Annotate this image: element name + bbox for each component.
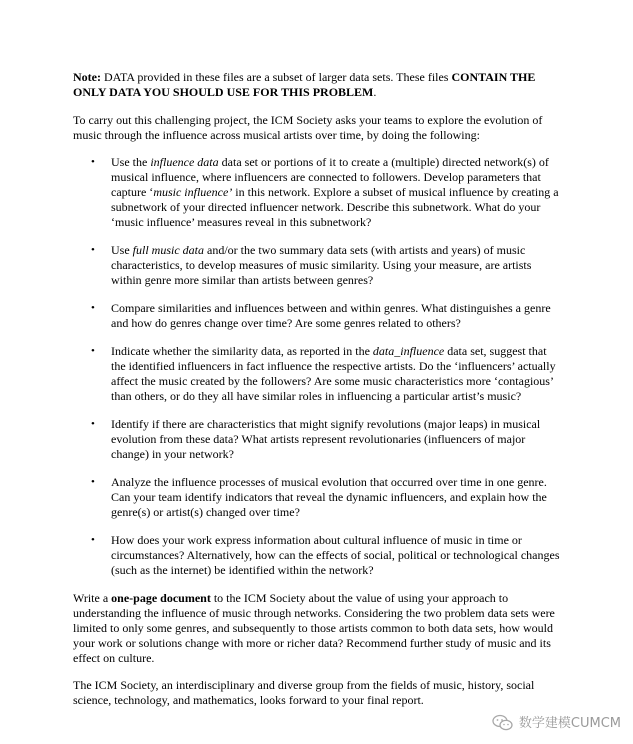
- closing-text: Write a: [73, 591, 112, 605]
- watermark-text: 数学建模CUMCM: [518, 715, 621, 731]
- task-text: Analyze the influence processes of musical evolution that occurred over time in one genre. Can your team identify indicators that reveal the dynamic influencers, and explain how the genre(s) or artist(s) changed over time?: [111, 475, 547, 519]
- closing-paragraph: [73, 591, 563, 666]
- task-text: in this network. Explore a subset of musical influence by creating a subnetwork of your directed influencer network. Describe this subnetwork. What do your ‘music influence’ measures reveal in this subnetwork?: [111, 185, 559, 229]
- bullet-icon: •: [91, 534, 95, 546]
- bullet-icon: •: [91, 476, 95, 488]
- note-end: .: [373, 85, 377, 99]
- task-text: Indicate whether the similarity data, as reported in the: [111, 344, 373, 358]
- bullet-icon: •: [91, 156, 95, 168]
- task-item: [73, 301, 563, 331]
- task-item: [73, 243, 563, 288]
- bullet-icon: •: [91, 345, 95, 357]
- intro-paragraph: To carry out this challenging project, the ICM Society asks your teams to explore the evolution of music through the influence across musical artists over time, by doing the following:: [73, 113, 543, 142]
- document-page: [73, 70, 563, 720]
- task-text: data set or portions of it to create a (multiple) directed network(s) of musical influence, where influencers are connected to followers. Develop parameters that capture ‘: [111, 155, 549, 199]
- task-text: Use the: [111, 155, 151, 169]
- task-item: [73, 155, 563, 230]
- task-list: [73, 155, 563, 578]
- task-text: Compare similarities and influences between and within genres. What distinguishes a genre and how do genres change over time? Are some genres related to others?: [111, 301, 551, 330]
- watermark: [492, 714, 621, 732]
- task-italic: data_influence: [372, 344, 445, 358]
- closing-emphasis: one-page document: [111, 591, 211, 605]
- task-item: [73, 417, 563, 462]
- note-text: DATA provided in these files are a subset of larger data sets. These files: [100, 70, 452, 84]
- task-text: Identify if there are characteristics that might signify revolutions (major leaps) in musical evolution from these data? What artists represent revolutionaries (influencers of major change) in your network?: [111, 417, 541, 461]
- closing-text: to the ICM Society about the value of using your approach to understanding the influence of music through networks. Considering the two problem data sets were limited to only some genres, and subsequently to those artists common to both data sets, how would your work or solutions change with more or richer data? Recommend further study of music and its effect on culture.: [73, 591, 555, 665]
- task-text: data set, suggest that the identified influencers in fact influence the respective artists. Do the ‘influencers’ actually affect the music created by the followers? Are some music characteristics more ‘contagious’ than others, or do they all have similar roles in influencing a particular artist’s music?: [111, 344, 556, 403]
- task-item: [73, 533, 563, 578]
- bullet-icon: •: [91, 418, 95, 430]
- task-text: and/or the two summary data sets (with artists and years) of music characteristics, to develop measures of music similarity. Using your measure, are artists within genre more similar than artists between genres?: [111, 243, 532, 287]
- bullet-icon: •: [91, 244, 95, 256]
- task-italic: influence data: [150, 155, 219, 169]
- final-paragraph: The ICM Society, an interdisciplinary and diverse group from the fields of music, history, social science, technology, and mathematics, looks forward to your final report.: [73, 678, 535, 707]
- wechat-icon: [492, 714, 514, 732]
- note-paragraph: [73, 70, 563, 100]
- task-italic: full music data: [132, 243, 205, 257]
- bullet-icon: •: [91, 302, 95, 314]
- task-item: [73, 475, 563, 520]
- task-text: How does your work express information about cultural influence of music in time or circumstances? Alternatively, how can the effects of social, political or technological changes (such as the internet) be identified within the network?: [111, 533, 560, 577]
- task-text: Use: [111, 243, 133, 257]
- note-emphasis: CONTAIN THE ONLY DATA YOU SHOULD USE FOR THIS PROBLEM: [73, 70, 536, 99]
- note-label: Note:: [73, 70, 101, 84]
- task-italic: music influence’: [153, 185, 233, 199]
- task-item: [73, 344, 563, 404]
